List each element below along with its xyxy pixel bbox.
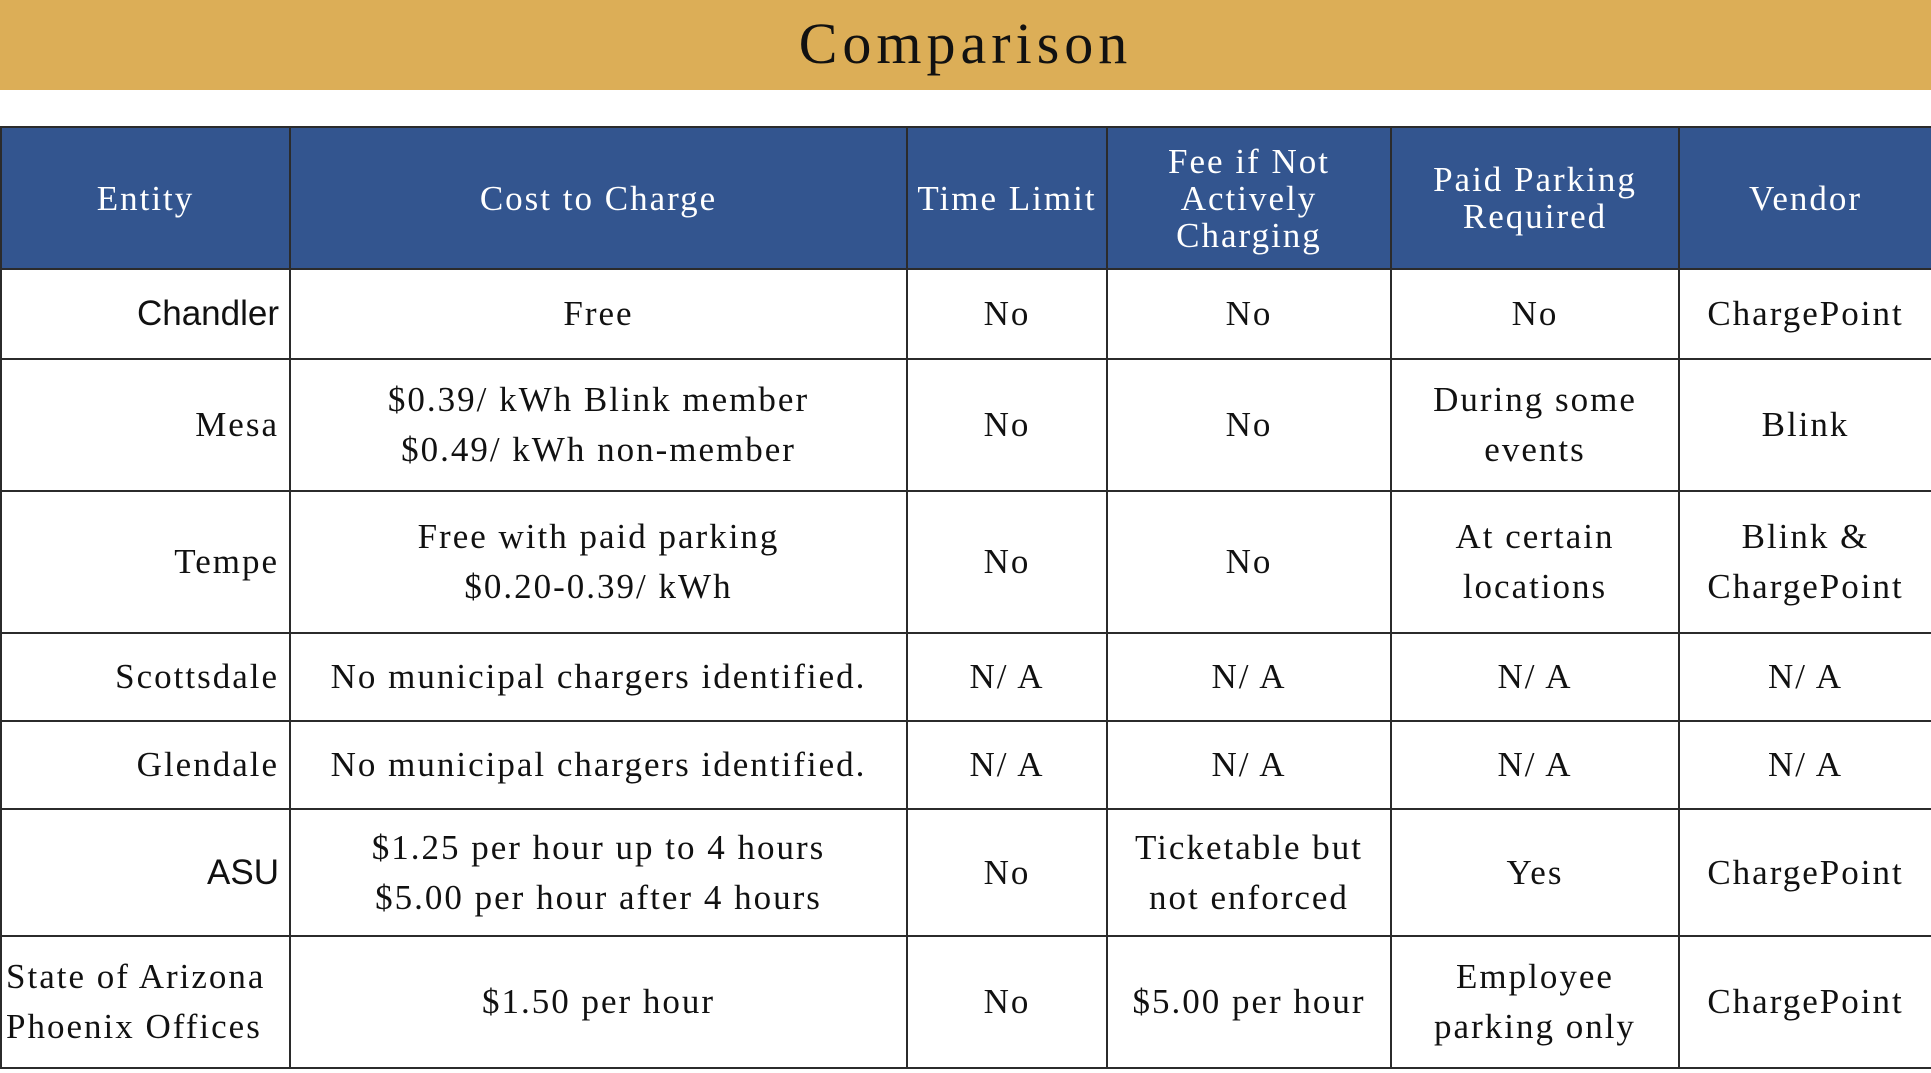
table-row bbox=[1, 269, 1931, 359]
cell-vendor: ChargePoint bbox=[1679, 936, 1931, 1068]
cell-cost: Free with paid parking $0.20-0.39/ kWh bbox=[290, 491, 907, 633]
cell-parking: N/ A bbox=[1391, 721, 1679, 809]
cell-fee: Ticketable but not enforced bbox=[1107, 809, 1391, 936]
table-row bbox=[1, 936, 1931, 1068]
cell-entity: Scottsdale bbox=[1, 633, 290, 721]
cell-entity: Tempe bbox=[1, 491, 290, 633]
cell-cost: No municipal chargers identified. bbox=[290, 633, 907, 721]
cell-vendor: N/ A bbox=[1679, 633, 1931, 721]
cell-fee: No bbox=[1107, 269, 1391, 359]
cell-cost: Free bbox=[290, 269, 907, 359]
cell-cost: $1.25 per hour up to 4 hours $5.00 per hour after 4 hours bbox=[290, 809, 907, 936]
cell-cost: $1.50 per hour bbox=[290, 936, 907, 1068]
page-title: Comparison bbox=[798, 10, 1133, 76]
cell-time-limit: No bbox=[907, 359, 1107, 491]
cell-time-limit: N/ A bbox=[907, 721, 1107, 809]
cell-vendor: ChargePoint bbox=[1679, 269, 1931, 359]
cell-vendor: ChargePoint bbox=[1679, 809, 1931, 936]
cell-time-limit: No bbox=[907, 269, 1107, 359]
cell-fee: No bbox=[1107, 359, 1391, 491]
cell-time-limit: No bbox=[907, 809, 1107, 936]
cell-fee: N/ A bbox=[1107, 633, 1391, 721]
table-row bbox=[1, 809, 1931, 936]
comparison-table bbox=[0, 126, 1931, 1069]
cell-vendor: Blink bbox=[1679, 359, 1931, 491]
table-row bbox=[1, 633, 1931, 721]
header-entity: Entity bbox=[1, 127, 290, 269]
cell-parking: N/ A bbox=[1391, 633, 1679, 721]
cell-entity: State of Arizona Phoenix Offices bbox=[1, 936, 290, 1068]
cell-entity: Chandler bbox=[1, 269, 290, 359]
cell-parking: During some events bbox=[1391, 359, 1679, 491]
cell-time-limit: No bbox=[907, 491, 1107, 633]
cell-fee: No bbox=[1107, 491, 1391, 633]
cell-entity: Glendale bbox=[1, 721, 290, 809]
cell-time-limit: No bbox=[907, 936, 1107, 1068]
title-banner bbox=[0, 0, 1931, 90]
cell-parking: No bbox=[1391, 269, 1679, 359]
cell-entity: Mesa bbox=[1, 359, 290, 491]
cell-parking: Employee parking only bbox=[1391, 936, 1679, 1068]
cell-fee: N/ A bbox=[1107, 721, 1391, 809]
cell-vendor: Blink & ChargePoint bbox=[1679, 491, 1931, 633]
cell-cost: $0.39/ kWh Blink member $0.49/ kWh non-member bbox=[290, 359, 907, 491]
cell-parking: At certain locations bbox=[1391, 491, 1679, 633]
cell-vendor: N/ A bbox=[1679, 721, 1931, 809]
header-vendor: Vendor bbox=[1679, 127, 1931, 269]
header-time-limit: Time Limit bbox=[907, 127, 1107, 269]
cell-cost: No municipal chargers identified. bbox=[290, 721, 907, 809]
cell-entity: ASU bbox=[1, 809, 290, 936]
cell-time-limit: N/ A bbox=[907, 633, 1107, 721]
header-paid-parking-required: Paid Parking Required bbox=[1391, 127, 1679, 269]
cell-fee: $5.00 per hour bbox=[1107, 936, 1391, 1068]
cell-parking: Yes bbox=[1391, 809, 1679, 936]
table-row bbox=[1, 359, 1931, 491]
header-fee-if-not-charging: Fee if Not Actively Charging bbox=[1107, 127, 1391, 269]
table-row bbox=[1, 491, 1931, 633]
table-row bbox=[1, 721, 1931, 809]
header-cost-to-charge: Cost to Charge bbox=[290, 127, 907, 269]
table-header-row bbox=[1, 127, 1931, 269]
